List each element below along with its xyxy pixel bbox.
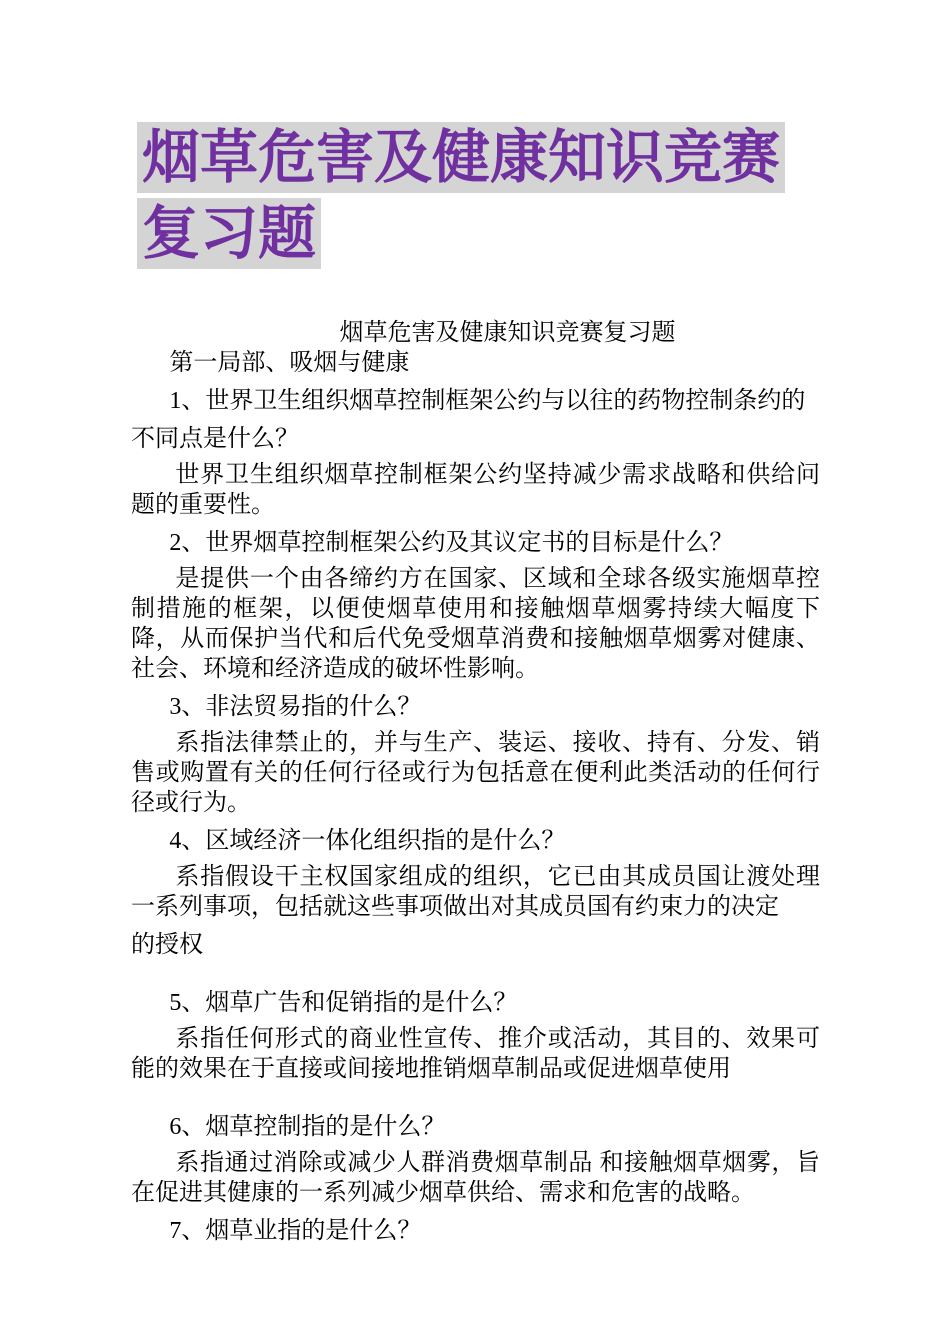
paragraph-cont: 不同点是什么？ — [131, 426, 299, 452]
paragraph-question: 6、烟草控制指的是什么？ — [169, 1114, 446, 1140]
paragraph-subtitle: 烟草危害及健康知识竞赛复习题 — [339, 320, 676, 346]
paragraph-question: 3、非法贸易指的什么？ — [169, 694, 422, 720]
paragraph-question: 4、区域经济一体化组织指的是什么？ — [169, 828, 566, 854]
paragraph-question: 1、世界卫生组织烟草控制框架公约与以往的药物控制条约的 — [169, 388, 806, 414]
paragraph-question: 2、世界烟草控制框架公约及其议定书的目标是什么？ — [169, 530, 734, 556]
paragraph-answer: 世界卫生组织烟草控制框架公约坚持减少需求战略和供给问题的重要性。 — [131, 462, 820, 518]
paragraph-question: 5、烟草广告和促销指的是什么？ — [169, 990, 518, 1016]
document-title — [137, 120, 815, 272]
paragraph-section: 第一局部、吸烟与健康 — [169, 350, 410, 376]
document-body — [131, 318, 820, 1246]
paragraph-question: 7、烟草业指的是什么？ — [169, 1218, 422, 1244]
paragraph-answer: 系指任何形式的商业性宣传、推介或活动，其目的、效果可能的效果在于直接或间接地推销烟草制品或促进烟草使用 — [131, 1026, 820, 1082]
paragraph-cont: 的授权 — [131, 932, 203, 958]
paragraph-answer: 系指通过消除或减少人群消费烟草制品 和接触烟草烟雾，旨在促进其健康的一系列减少烟草供给、需求和危害的战略。 — [131, 1150, 820, 1206]
paragraph-answer: 是提供一个由各缔约方在国家、区域和全球各级实施烟草控制措施的框架，以便使烟草使用和接触烟草烟雾持续大幅度下降，从而保护当代和后代免受烟草消费和接触烟草烟雾对健康、社会、环境和经济造成的破坏性影响。 — [131, 566, 820, 682]
paragraph-answer: 系指法律禁止的，并与生产、装运、接收、持有、分发、销售或购置有关的任何行径或行为包括意在便利此类活动的任何行径或行为。 — [131, 730, 820, 816]
document-title-text: 烟草危害及健康知识竞赛复习题 — [137, 122, 785, 269]
paragraph-answer: 系指假设干主权国家组成的组织，它已由其成员国让渡处理一系列事项，包括就这些事项做出对其成员国有约束力的决定 — [131, 864, 820, 920]
